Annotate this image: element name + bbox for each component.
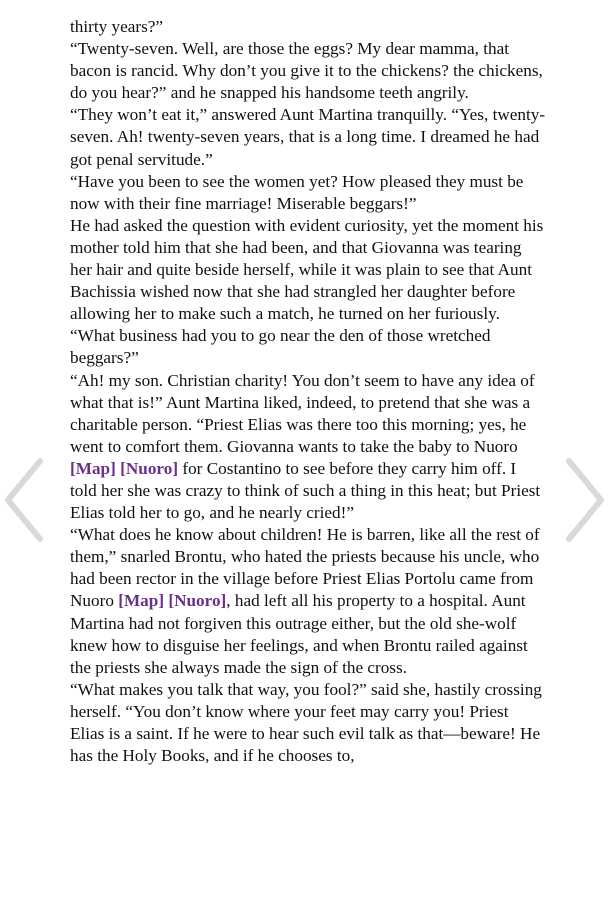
- paragraph-text: “Ah! my son. Christian charity! You don’t seem to have any idea of what that is!” Aunt Martina liked, indeed, to pretend that she was a charitable person. “Priest Elias was there too this morning; yes, he went to comfort them. Giovanna wants to take the baby to Nuoro: [70, 370, 535, 456]
- next-page-button[interactable]: [561, 455, 609, 545]
- paragraph: “Have you been to see the women yet? How pleased they must be now with their fine marriage! Miserable beggars!”: [70, 171, 524, 213]
- paragraph: [70, 370, 546, 525]
- paragraph-text: for Costantino to see before they carry him off. I told her she was crazy to think of such a thing in this heat; but Priest Elias told her to go, and he nearly cried!”: [70, 458, 541, 523]
- chevron-left-icon: [0, 455, 48, 545]
- paragraph: “What business had you to go near the den of those wretched beggars?”: [70, 326, 491, 368]
- chevron-right-icon: [561, 455, 609, 545]
- map-link[interactable]: [Map]: [118, 591, 165, 611]
- paragraph: [70, 524, 546, 679]
- nuoro-link[interactable]: [Nuoro]: [120, 458, 179, 478]
- paragraph-text: “What does he know about children! He is barren, like all the rest of them,” snarled Brontu, who hated the priests because his uncle, who had been rector in the village before Priest Elias Portolu came from Nuoro: [70, 525, 540, 611]
- nuoro-link[interactable]: [Nuoro]: [168, 591, 227, 611]
- map-link[interactable]: [Map]: [70, 458, 116, 478]
- paragraph: He had asked the question with evident curiosity, yet the moment his mother told him that she had been, and that Giovanna was tearing her hair and quite beside herself, while it was plain to see that Aunt Bachissia wished now that she had strangled her daughter before allowing her to make such a match, he turned on her furiously.: [70, 215, 544, 324]
- paragraph-text: , had left all his property to a hospital. Aunt Martina had not forgiven this outrage either, but the old she-wolf knew how to disguise her feelings, and when Brontu railed against the priests she always made the sign of the cross.: [70, 591, 528, 677]
- page-text: [70, 16, 546, 767]
- paragraph: “What makes you talk that way, you fool?” said she, hastily crossing herself. “You don’t know where your feet may carry you! Priest Elias is a saint. If he were to hear such evil talk as that—beware! He has the Holy Books, and if he chooses to,: [70, 679, 542, 766]
- paragraph: thirty years?”: [70, 17, 164, 36]
- previous-page-button[interactable]: [0, 455, 48, 545]
- paragraph: “Twenty-seven. Well, are those the eggs? My dear mamma, that bacon is rancid. Why don’t you give it to the chickens? the chickens, do you hear?” and he snapped his handsome teeth angrily.: [70, 39, 543, 103]
- paragraph: “They won’t eat it,” answered Aunt Martina tranquilly. “Yes, twenty-seven. Ah! twenty-seven years, that is a long time. I dreamed he had got penal servitude.”: [70, 105, 546, 169]
